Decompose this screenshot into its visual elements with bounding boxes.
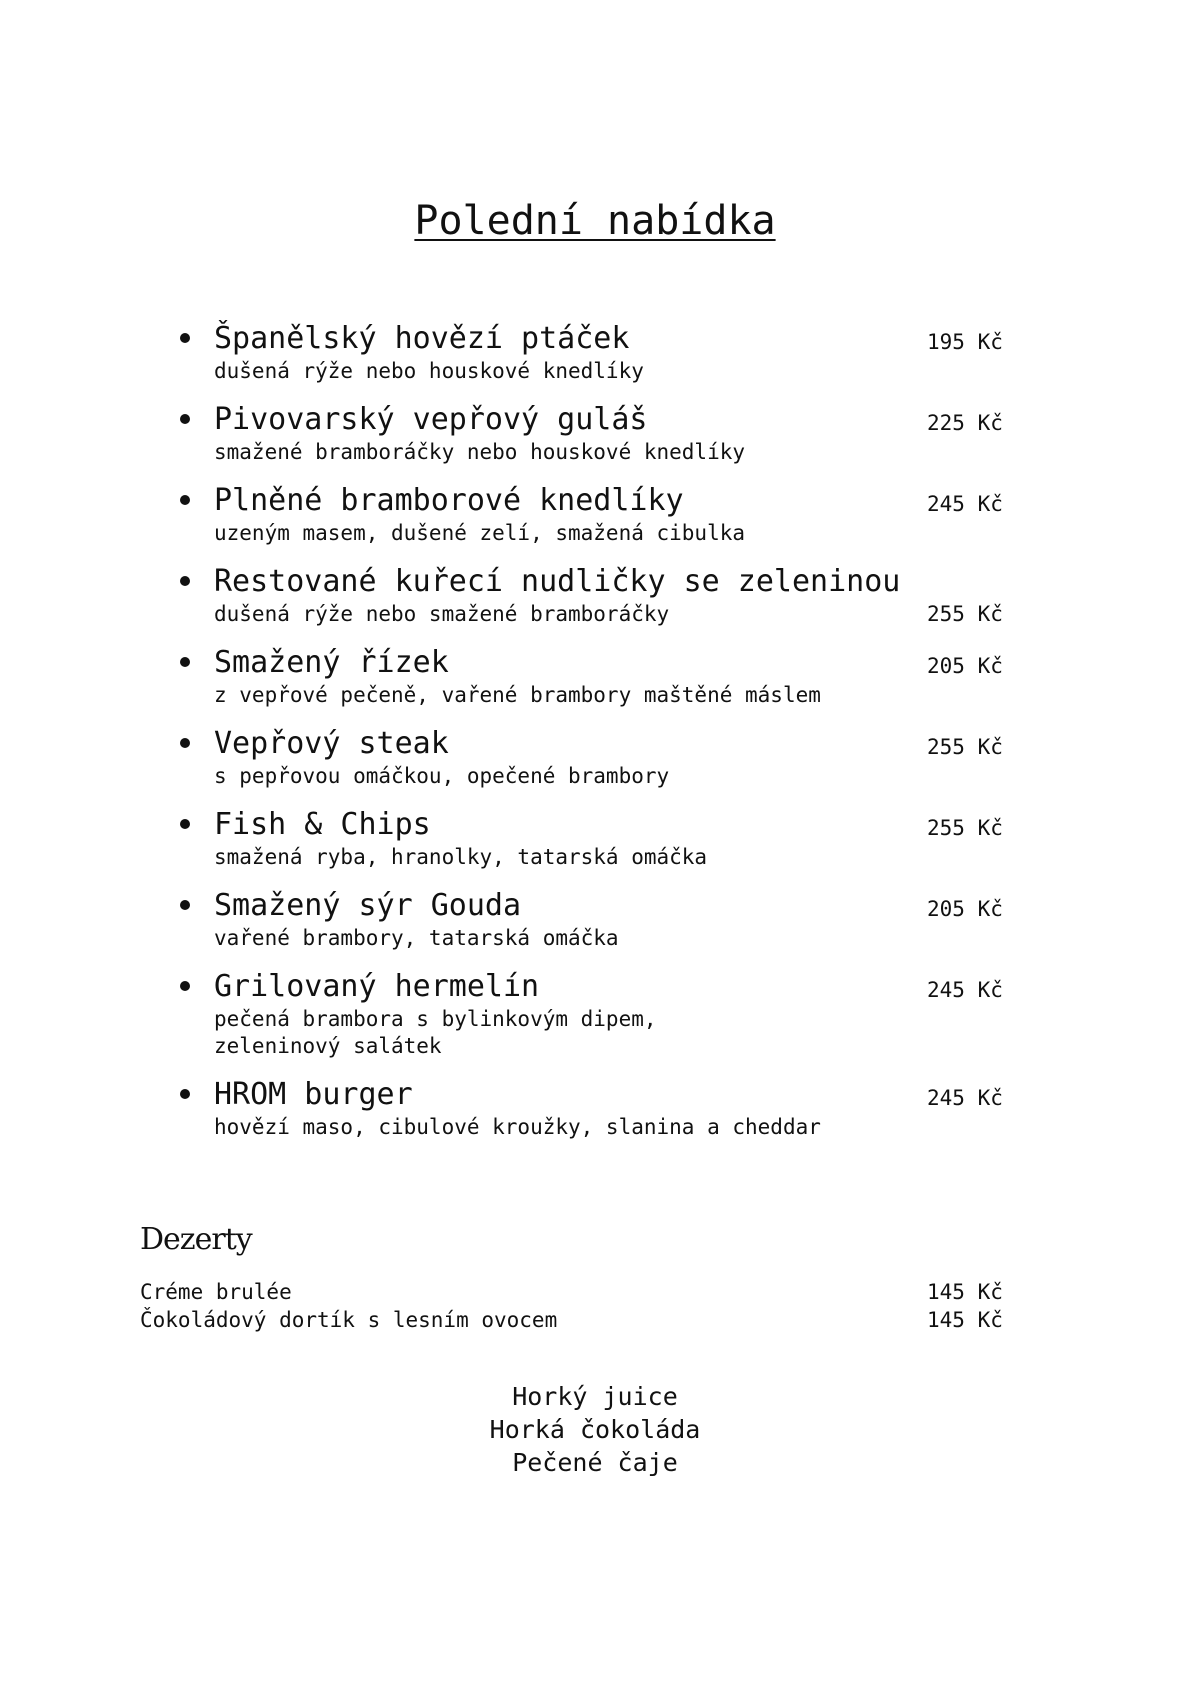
dish-price: 245 Kč: [927, 978, 1003, 1002]
dish-price: 255 Kč: [927, 816, 1003, 840]
menu-item: [0, 889, 1190, 970]
menu-item: [0, 565, 1190, 646]
bullet-icon: [180, 657, 190, 667]
bullet-icon: [180, 495, 190, 505]
bullet-icon: [180, 333, 190, 343]
dish-price: 255 Kč: [927, 602, 1003, 626]
dish-name: Pivovarský vepřový guláš: [214, 402, 648, 437]
bullet-icon: [180, 900, 190, 910]
dish-price: 245 Kč: [927, 492, 1003, 516]
dish-price: 195 Kč: [927, 330, 1003, 354]
dish-description: [214, 844, 707, 871]
dish-description: [214, 439, 745, 466]
dish-description: [214, 1006, 657, 1060]
bullet-icon: [180, 738, 190, 748]
dish-description-line: zeleninový salátek: [214, 1034, 442, 1058]
bullet-icon: [180, 576, 190, 586]
dish-price: 205 Kč: [927, 897, 1003, 921]
menu-item: [0, 970, 1190, 1078]
dish-name: Španělský hovězí ptáček: [214, 321, 630, 356]
dish-description-line: z vepřové pečeně, vařené brambory maštěné máslem: [214, 683, 821, 707]
dessert-price: 145 Kč: [927, 1308, 1003, 1332]
menu-item: [0, 808, 1190, 889]
dish-description: [214, 358, 644, 385]
dish-price: 245 Kč: [927, 1086, 1003, 1110]
desserts-section: [140, 1220, 1020, 1334]
dish-price: 225 Kč: [927, 411, 1003, 435]
menu-item: [0, 403, 1190, 484]
dish-description-line: pečená brambora s bylinkovým dipem,: [214, 1007, 657, 1031]
dessert-name: Créme brulée: [140, 1280, 292, 1304]
dish-description-line: dušená rýže nebo houskové knedlíky: [214, 359, 644, 383]
drink-item: Pečené čaje: [512, 1448, 678, 1477]
dish-description: [214, 520, 745, 547]
dish-description-line: uzeným masem, dušené zelí, smažená cibulka: [214, 521, 746, 545]
dish-description: [214, 682, 821, 709]
menu-item: [0, 484, 1190, 565]
dish-name: Smažený řízek: [214, 645, 449, 680]
desserts-heading: Dezerty: [140, 1222, 252, 1257]
dish-description: [214, 925, 619, 952]
dish-name: Grilovaný hermelín: [214, 969, 540, 1004]
menu-item: [0, 1078, 1190, 1159]
dish-description: [214, 601, 669, 628]
bullet-icon: [180, 981, 190, 991]
page-title: Polední nabídka: [414, 198, 776, 244]
menu-item: [0, 322, 1190, 403]
dish-description-line: dušená rýže nebo smažené bramboráčky: [214, 602, 670, 626]
lunch-menu-list: [0, 322, 1190, 1159]
dish-price: 205 Kč: [927, 654, 1003, 678]
dish-description-line: vařené brambory, tatarská omáčka: [214, 926, 619, 950]
dessert-item: [140, 1278, 1020, 1306]
dish-name: Vepřový steak: [214, 726, 449, 761]
bullet-icon: [180, 819, 190, 829]
drinks-section: [0, 1380, 1190, 1479]
menu-item: [0, 727, 1190, 808]
dish-name: HROM burger: [214, 1077, 413, 1112]
dish-description: [214, 763, 669, 790]
bullet-icon: [180, 1089, 190, 1099]
dish-name: Restované kuřecí nudličky se zeleninou: [214, 564, 901, 599]
dish-description-line: smažená ryba, hranolky, tatarská omáčka: [214, 845, 708, 869]
drink-item: Horká čokoláda: [489, 1415, 701, 1444]
menu-item: [0, 646, 1190, 727]
dish-description-line: s pepřovou omáčkou, opečené brambory: [214, 764, 670, 788]
dish-name: Fish & Chips: [214, 807, 431, 842]
dish-description: [214, 1114, 821, 1141]
dish-price: 255 Kč: [927, 735, 1003, 759]
dessert-item: [140, 1306, 1020, 1334]
dessert-price: 145 Kč: [927, 1280, 1003, 1304]
dessert-name: Čokoládový dortík s lesním ovocem: [140, 1308, 558, 1332]
dish-name: Smažený sýr Gouda: [214, 888, 522, 923]
dish-description-line: hovězí maso, cibulové kroužky, slanina a cheddar: [214, 1115, 821, 1139]
dish-name: Plněné bramborové knedlíky: [214, 483, 684, 518]
drink-item: Horký juice: [512, 1382, 678, 1411]
bullet-icon: [180, 414, 190, 424]
dish-description-line: smažené bramboráčky nebo houskové knedlíky: [214, 440, 746, 464]
